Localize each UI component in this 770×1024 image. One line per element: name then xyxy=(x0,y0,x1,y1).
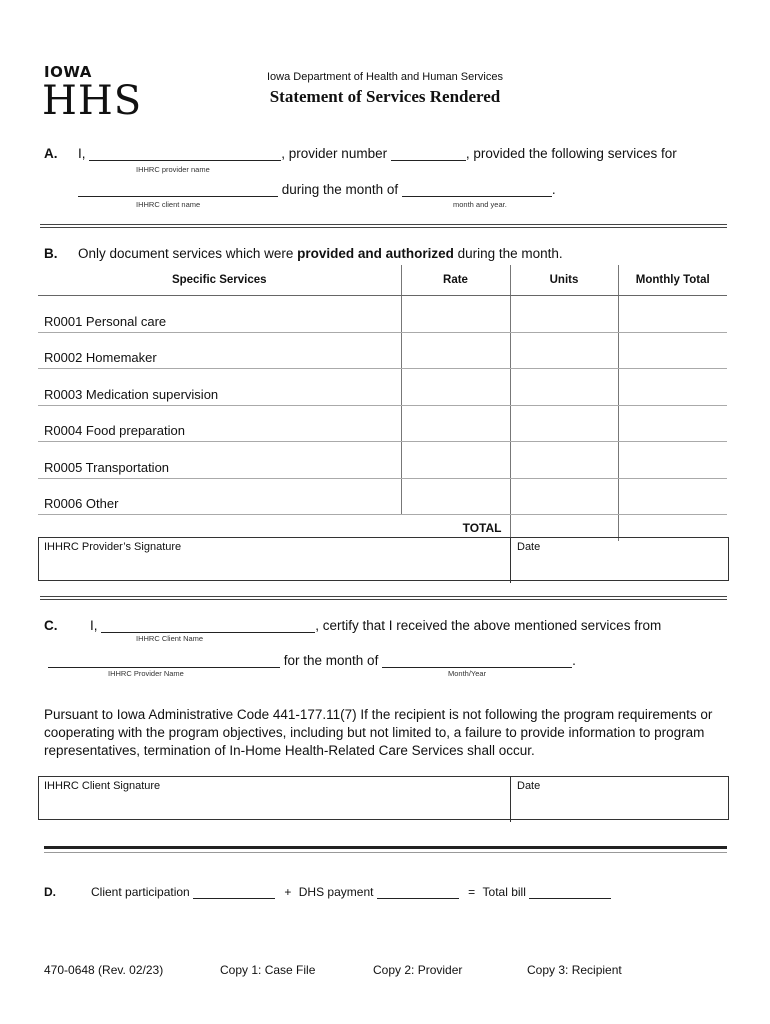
monthly-total-cell[interactable] xyxy=(618,442,727,479)
copy-2-label: Copy 2: Provider xyxy=(373,963,463,977)
pursuant-paragraph: Pursuant to Iowa Administrative Code 441-177.11(7) If the recipient is not following the program requirements or cooperating with the program objectives, including but not limited to, a failure to provide information to program representatives, termination of In-Home Health-Related Care Services shall occur. xyxy=(44,707,713,758)
units-cell[interactable] xyxy=(510,442,618,479)
client-signature-label: IHHRC Client Signature xyxy=(44,780,161,792)
month-year-caption: month and year. xyxy=(453,200,507,209)
month-year-field-c[interactable] xyxy=(382,653,572,668)
page-title: Statement of Services Rendered xyxy=(269,87,501,106)
col-header-monthly-total: Monthly Total xyxy=(618,265,727,296)
total-bill-field[interactable] xyxy=(529,886,611,899)
total-label: TOTAL xyxy=(462,521,502,535)
table-row xyxy=(38,442,727,479)
section-c-line2: for the month of . xyxy=(48,653,576,668)
client-signature-box[interactable] xyxy=(38,776,729,820)
service-label: R0005 Transportation xyxy=(38,442,401,479)
section-d-line: Client participation + DHS payment = Total bill xyxy=(91,885,611,899)
rate-cell[interactable] xyxy=(401,405,510,442)
provider-signature-date[interactable]: Date xyxy=(510,538,540,583)
copy-3-label: Copy 3: Recipient xyxy=(527,963,622,977)
rate-cell[interactable] xyxy=(401,332,510,369)
section-divider xyxy=(40,596,727,600)
copy-1-label: Copy 1: Case File xyxy=(220,963,316,977)
section-b-letter: B. xyxy=(44,246,58,261)
section-b-intro: Only document services which were provided and authorized during the month. xyxy=(78,246,563,261)
monthly-total-cell[interactable] xyxy=(618,332,727,369)
units-cell[interactable] xyxy=(510,296,618,333)
units-cell[interactable] xyxy=(510,332,618,369)
section-a-line2: during the month of . xyxy=(78,182,556,197)
table-row xyxy=(38,478,727,515)
section-divider-thick xyxy=(44,846,727,849)
section-a-line1: I, , provider number , provided the following services for xyxy=(78,146,677,161)
section-c-line1: I, , certify that I received the above mentioned services from xyxy=(90,618,662,633)
provider-signature-label: IHHRC Provider’s Signature xyxy=(44,541,182,553)
section-c-letter: C. xyxy=(44,618,58,633)
provider-name-caption: IHHRC provider name xyxy=(136,165,210,174)
service-label: R0003 Medication supervision xyxy=(38,369,401,406)
table-row xyxy=(38,405,727,442)
client-participation-field[interactable] xyxy=(193,886,275,899)
logo-iowa: IOWA xyxy=(44,63,92,81)
agency-name: Iowa Department of Health and Human Services xyxy=(266,71,503,83)
monthly-total-cell[interactable] xyxy=(618,405,727,442)
client-signature-date[interactable]: Date xyxy=(510,777,540,822)
rate-cell[interactable] xyxy=(401,369,510,406)
col-header-units: Units xyxy=(510,265,618,296)
table-row xyxy=(38,332,727,369)
section-divider xyxy=(40,224,727,228)
monthly-total-cell[interactable] xyxy=(618,296,727,333)
service-label: R0002 Homemaker xyxy=(38,332,401,369)
dhs-payment-field[interactable] xyxy=(377,886,459,899)
service-label: R0004 Food preparation xyxy=(38,405,401,442)
logo-hhs: HHS xyxy=(42,78,143,124)
section-a-letter: A. xyxy=(44,146,58,161)
client-name-field-c[interactable] xyxy=(101,618,315,633)
provider-name-field[interactable] xyxy=(89,146,281,161)
provider-name-field-c[interactable] xyxy=(48,653,280,668)
provider-name-caption-c: IHHRC Provider Name xyxy=(108,669,184,678)
service-label: R0006 Other xyxy=(38,478,401,515)
services-table xyxy=(38,265,727,541)
monthly-total-cell[interactable] xyxy=(618,369,727,406)
table-row xyxy=(38,296,727,333)
rate-cell[interactable] xyxy=(401,442,510,479)
month-year-caption-c: Month/Year xyxy=(448,669,487,678)
section-divider-thin xyxy=(44,852,727,853)
form-number: 470-0648 (Rev. 02/23) xyxy=(44,963,164,977)
service-label: R0001 Personal care xyxy=(38,296,401,333)
rate-cell[interactable] xyxy=(401,296,510,333)
monthly-total-cell[interactable] xyxy=(618,478,727,515)
rate-cell[interactable] xyxy=(401,478,510,515)
client-name-caption: IHHRC client name xyxy=(136,200,201,209)
table-row xyxy=(38,369,727,406)
col-header-service: Specific Services xyxy=(38,265,401,296)
client-name-caption-c: IHHRC Client Name xyxy=(136,634,204,643)
units-cell[interactable] xyxy=(510,369,618,406)
provider-signature-box[interactable] xyxy=(38,537,729,581)
provider-number-field[interactable] xyxy=(391,146,466,161)
units-cell[interactable] xyxy=(510,405,618,442)
col-header-rate: Rate xyxy=(401,265,510,296)
table-header-row xyxy=(38,265,727,296)
units-cell[interactable] xyxy=(510,478,618,515)
section-d-letter: D. xyxy=(44,885,56,899)
month-year-field[interactable] xyxy=(402,182,552,197)
client-name-field[interactable] xyxy=(78,182,278,197)
